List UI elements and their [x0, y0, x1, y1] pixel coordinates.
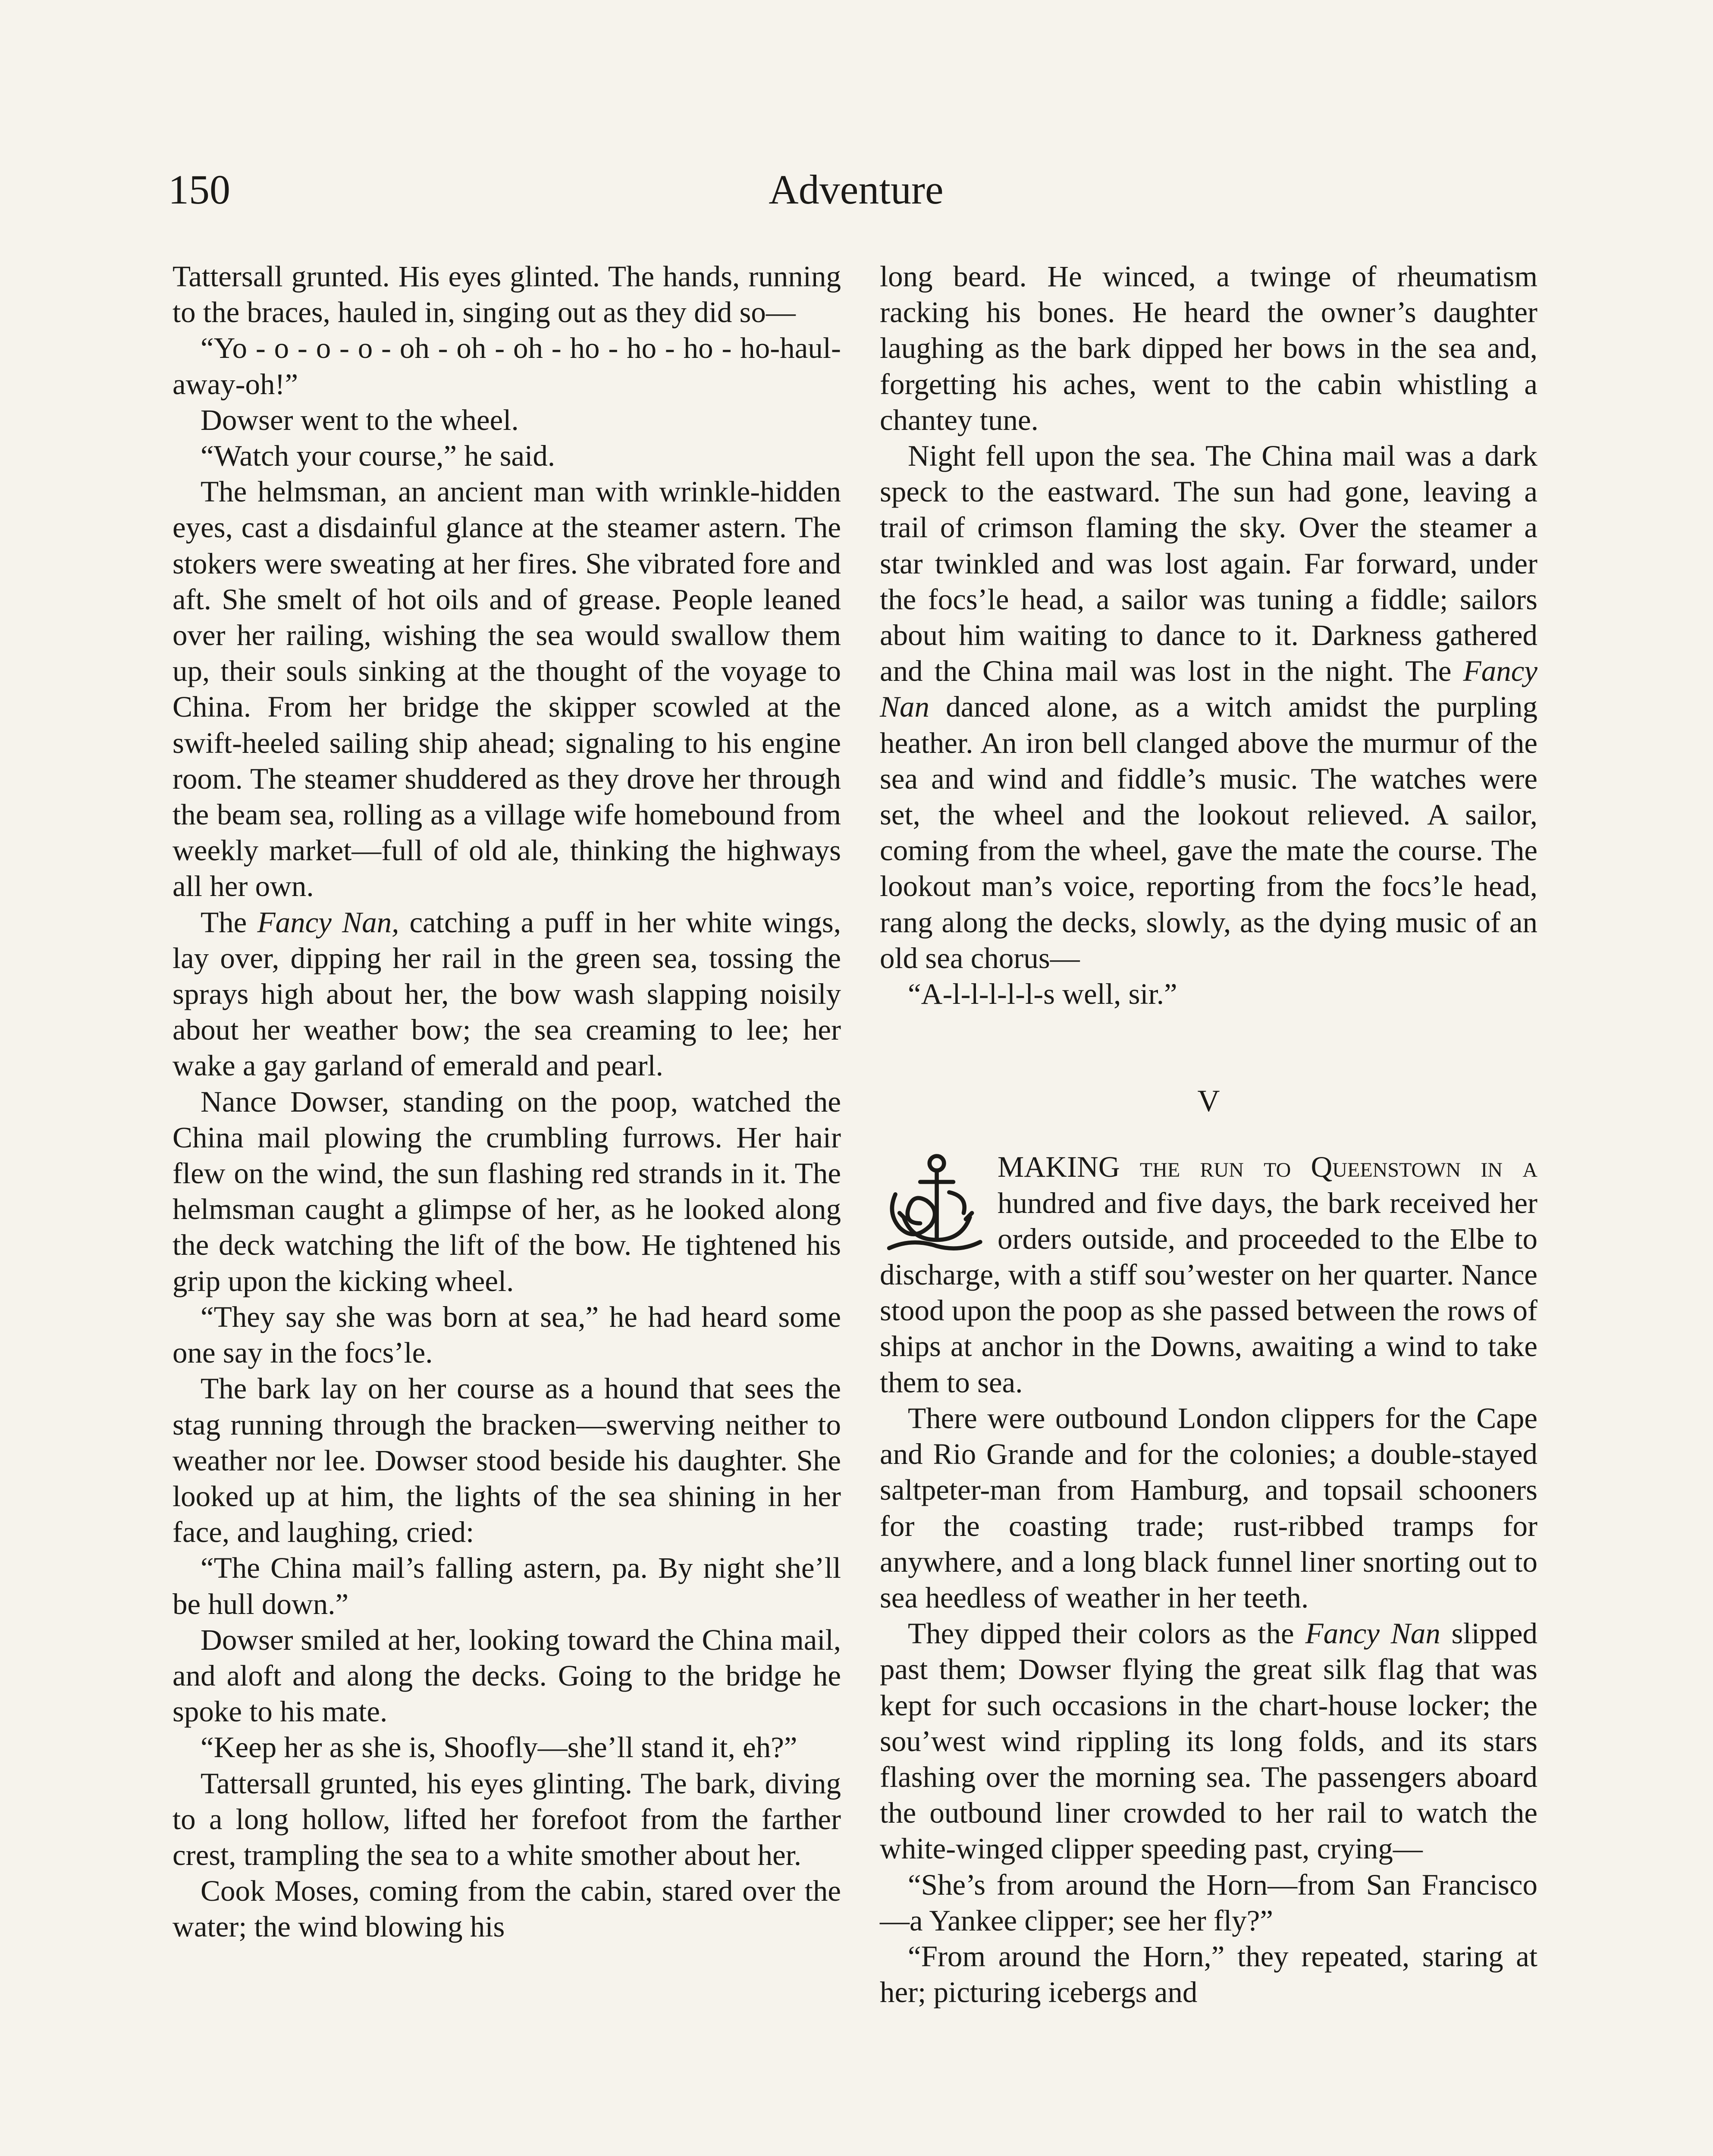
anchor-ornament-icon	[880, 1151, 985, 1254]
paragraph: The helmsman, an ancient man with wrinkle-hidden eyes, cast a disdainful glance at the steamer astern. The stokers were sweating at her fires. She vibrated fore and aft. She smelt of hot oils and of grease. People leaned over her railing, wishing the sea would swallow them up, their souls sinking at the thought of the voyage to China. From her bridge the skipper scowled at the swift-heeled sailing ship ahead; signaling to his engine room. The steamer shuddered as they drove her through the beam sea, rolling as a village wife homebound from weekly market—full of old ale, thinking the highways all her own.	[173, 475, 841, 903]
paragraph: “They say she was born at sea,” he had heard some one say in the focs’le.	[173, 1300, 841, 1369]
page-number: 150	[168, 166, 230, 213]
paragraph: Tattersall grunted. His eyes glinted. The hands, running to the braces, hauled in, singing out as they did so—	[173, 260, 841, 329]
paragraph: The bark lay on her course as a hound that sees the stag running through the bracken—swerving neither to weather nor lee. Dowser stood beside his daughter. She looked up at him, the lights of the sea shining in her face, and laughing, cried:	[173, 1372, 841, 1549]
ship-name: Fancy Nan	[880, 655, 1537, 724]
page-header	[168, 164, 1544, 229]
paragraph: “From around the Horn,” they repeated, staring at her; picturing icebergs and	[880, 1940, 1537, 2009]
paragraph: “The China mail’s falling astern, pa. By night she’ll be hull down.”	[173, 1551, 841, 1620]
paragraph: Dowser smiled at her, looking toward the China mail, and aloft and along the decks. Going to the bridge he spoke to his mate.	[173, 1623, 841, 1728]
paragraph: Cook Moses, coming from the cabin, stared over the water; the wind blowing his	[173, 1874, 841, 1943]
ship-name: Fancy Nan,	[257, 906, 399, 939]
paragraph: Night fell upon the sea. The China mail was a dark speck to the eastward. The sun had gone, leaving a trail of crimson flaming the sky. Over the steamer a star twinkled and was lost again. Far forward, under the focs’le head, a sailor was tuning a fiddle; sailors about him waiting to dance to it. Darkness gathered and the China mail was lost in the night. The Fancy Nan danced alone, as a witch amidst the purpling heather. An iron bell clanged above the murmur of the sea and wind and fiddle’s music. The watches were set, the wheel and the lookout relieved. A sailor, coming from the wheel, gave the mate the course. The lookout man’s voice, reporting from the focs’le head, rang along the decks, slowly, as the dying music of an old sea chorus—	[880, 439, 1537, 975]
paragraph: “Keep her as she is, Shoofly—she’ll stand it, eh?”	[201, 1731, 797, 1764]
paragraph: The Fancy Nan, catching a puff in her white wings, lay over, dipping her rail in the green sea, tossing the sprays high about her, the bow wash slapping noisily about her weather bow; the sea creaming to lee; her wake a gay garland of emerald and pearl.	[173, 906, 841, 1082]
paragraph: long beard. He winced, a twinge of rheumatism racking his bones. He heard the owner’s daughter laughing as the bark dipped her bows in the sea and, forgetting his aches, went to the cabin whistling a chantey tune.	[880, 260, 1537, 436]
paragraph: Nance Dowser, standing on the poop, watched the China mail plowing the crumbling furrows. Her hair flew on the wind, the sun flashing red strands in it. The helmsman caught a glimpse of her, as he looked along the deck watching the lift of the bow. He tightened his grip upon the kicking wheel.	[173, 1085, 841, 1297]
paragraph: “A-l-l-l-l-l-s well, sir.”	[908, 978, 1177, 1011]
paragraph: “She’s from around the Horn—from San Francisco—a Yankee clipper; see her fly?”	[880, 1868, 1537, 1937]
paragraph: Dowser went to the wheel.	[201, 403, 519, 436]
paragraph: Tattersall grunted, his eyes glinting. The bark, diving to a long hollow, lifted her forefoot from the farther crest, trampling the sea to a white smother about her.	[173, 1767, 841, 1871]
paragraph: MAKING the run to Queenstown in a hundred and five days, the bark received her orders outside, and proceeded to the Elbe to discharge, with a stiff sou’wester on her quarter. Nance stood upon the poop as she passed between the rows of ships at anchor in the Downs, awaiting a wind to take them to sea.	[880, 1150, 1537, 1399]
paragraph: They dipped their colors as the Fancy Nan slipped past them; Dowser flying the great silk flag that was kept for such occasions in the chart-house locker; the sou’west wind rippling its long folds, and its stars flashing over the morning sea. The passengers aboard the outbound liner crowded to her rail to watch the white-winged clipper speeding past, crying—	[880, 1617, 1537, 1865]
right-column	[880, 259, 1537, 2010]
left-column	[173, 259, 841, 1945]
section-number: V	[1197, 1084, 1220, 1119]
running-title: Adventure	[769, 166, 944, 213]
paragraph: “Watch your course,” he said.	[201, 439, 555, 473]
ship-name: Fancy Nan	[1305, 1617, 1440, 1650]
paragraph: “Yo - o - o - o - oh - oh - oh - ho - ho - ho - ho-haul-away-oh!”	[173, 332, 841, 401]
paragraph: There were outbound London clippers for the Cape and Rio Grande and for the colonies; a double-stayed saltpeter-man from Hamburg, and topsail schooners for the coasting trade; rust-ribbed tramps for anywhere, and a long black funnel liner snorting out to sea heedless of weather in her teeth.	[880, 1401, 1537, 1614]
